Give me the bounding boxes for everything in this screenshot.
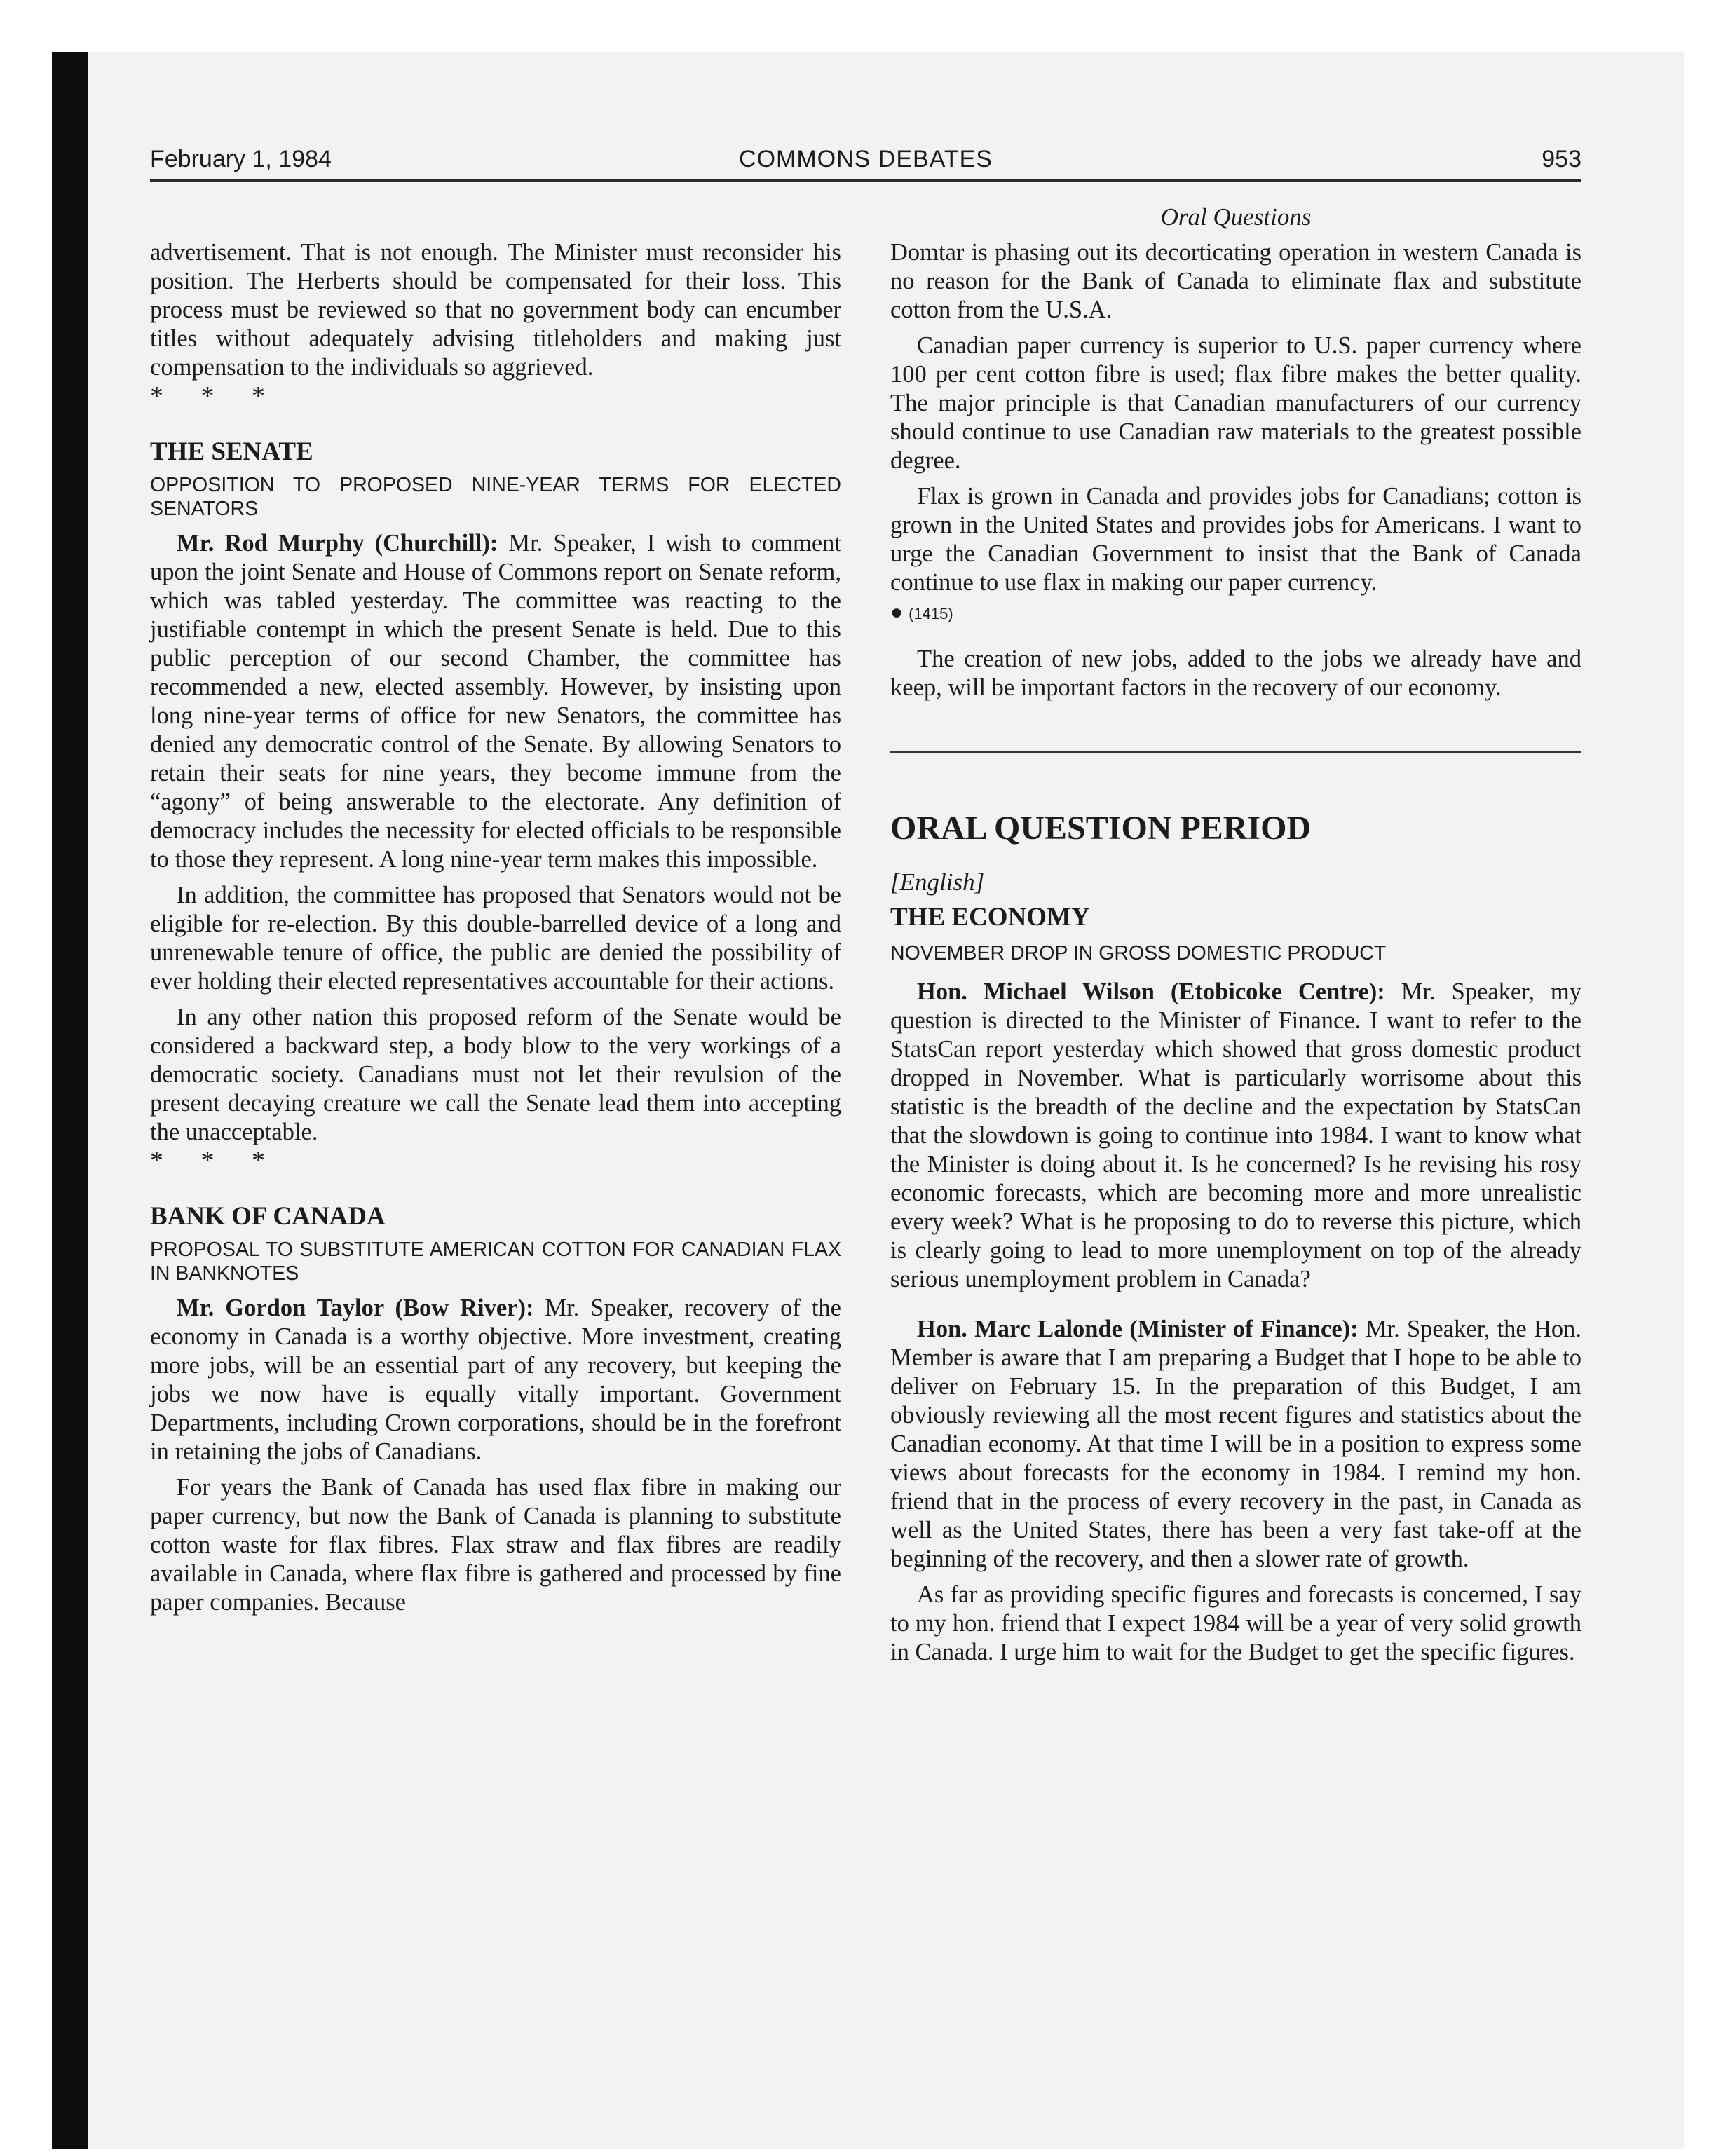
time-marker xyxy=(890,597,1581,628)
paragraph: Flax is grown in Canada and provides jobs for Canadians; cotton is grown in the United States and provides jobs for Americans. I want to urge the Canadian Government to insist that the Bank of Canada continue to use flax in making our paper currency. xyxy=(890,483,1581,596)
page-number: 953 xyxy=(1542,146,1581,172)
section-title-bank-of-canada: BANK OF CANADA xyxy=(150,1202,386,1231)
section-separator: * * * xyxy=(150,381,280,411)
speaker-name: Hon. Marc Lalonde (Minister of Finance): xyxy=(917,1316,1359,1342)
section-title-senate: THE SENATE xyxy=(150,437,313,466)
answer-lalonde xyxy=(890,1315,1581,1574)
speaker-name: Mr. Rod Murphy (Churchill): xyxy=(177,530,498,557)
right-column xyxy=(890,238,1581,1667)
section-subtitle-senate: OPPOSITION TO PROPOSED NINE-YEAR TERMS FOR ELECTED SENATORS xyxy=(150,474,841,520)
paragraph: Canadian paper currency is superior to U.S. paper currency where 100 per cent cotton fibre is used; flax fibre makes the better quality. The major principle is that Canadian manufacturers of our currency should continue to use Canadian raw materials to the greatest possible degree. xyxy=(890,332,1581,474)
statement-text: Mr. Speaker, recovery of the economy in Canada is a worthy objective. More investment, creating more jobs, will be an essential part of any recovery, but keeping the jobs we now have is equally vitally important. Government Departments, including Crown corporations, should be in the forefront in retaining the jobs of Canadians. xyxy=(150,1295,841,1465)
paragraph: In any other nation this proposed reform of the Senate would be considered a backward step, a body blow to the very workings of a democratic society. Canadians must not let their revulsion of the present decaying creature we call the Senate lead them into accepting the unacceptable. xyxy=(150,1004,841,1145)
oral-question-period-title: ORAL QUESTION PERIOD xyxy=(890,810,1312,847)
section-divider xyxy=(890,751,1581,753)
paragraph: For years the Bank of Canada has used flax fibre in making our paper currency, but now the Bank of Canada is planning to substitute cotton waste for flax fibres. Flax straw and flax fibres are readily available in Canada, where flax fibre is gathered and processed by fine paper companies. Because xyxy=(150,1474,841,1616)
section-title-economy: THE ECONOMY xyxy=(890,903,1090,932)
paragraph: advertisement. That is not enough. The Minister must reconsider his position. The Herberts should be compensated for their loss. This process must be reviewed so that no government body can encumber titles without adequately advising titleholders and making just compensation to the individuals so aggrieved. xyxy=(150,239,841,381)
question-wilson xyxy=(890,978,1581,1294)
statement-taylor xyxy=(150,1294,841,1466)
paragraph: As far as providing specific figures and forecasts is concerned, I say to my hon. friend that I expect 1984 will be a year of very solid growth in Canada. I urge him to wait for the Budget to get the specific figures. xyxy=(890,1581,1581,1665)
section-subtitle-bank-of-canada: PROPOSAL TO SUBSTITUTE AMERICAN COTTON FOR CANADIAN FLAX IN BANKNOTES xyxy=(150,1239,841,1285)
section-separator: * * * xyxy=(150,1146,280,1175)
statement-text: Mr. Speaker, my question is directed to the Minister of Finance. I want to refer to the StatsCan report yesterday which showed that gross domestic product dropped in November. What is particularly worrisome about this statistic is the breadth of the decline and the expectation by StatsCan that the slowdown is going to continue into 1984. I want to know what the Minister is doing about it. Is he concerned? Is he revising his rosy economic forecasts, which are becoming more and more unrealistic every week? What is he proposing to do to reverse this picture, which is clearly going to lead to more unemployment on top of the already serious unemployment problem in Canada? xyxy=(890,978,1581,1292)
paragraph: The creation of new jobs, added to the jobs we already have and keep, will be important factors in the recovery of our economy. xyxy=(890,646,1581,701)
scan-edge-bar xyxy=(52,52,88,2149)
statement-text: Mr. Speaker, I wish to comment upon the joint Senate and House of Commons report on Senate reform, which was tabled yesterday. The committee was reacting to the justifiable contempt in which the present Senate is held. Due to this public perception of our second Chamber, the committee has recommended a new, elected assembly. However, by insisting upon long nine-year terms of office for new Senators, the committee has denied any democratic control of the Senate. By allowing Senators to retain their seats for nine years, they become immune from the “agony” of being answerable to the electorate. Any definition of democracy includes the necessity for elected officials to be responsible to those they represent. A long nine-year term makes this impossible. xyxy=(150,530,841,873)
language-tag: [English] xyxy=(890,868,985,896)
left-column xyxy=(150,238,841,1617)
running-head: Oral Questions xyxy=(1160,203,1312,231)
speaker-name: Mr. Gordon Taylor (Bow River): xyxy=(177,1295,534,1321)
header-date: February 1, 1984 xyxy=(150,146,332,172)
statement-murphy xyxy=(150,529,841,874)
paragraph: Domtar is phasing out its decorticating operation in western Canada is no reason for the Bank of Canada to eliminate flax and substitute cotton from the U.S.A. xyxy=(890,239,1581,323)
statement-text: Mr. Speaker, the Hon. Member is aware that I am preparing a Budget that I hope to be able to deliver on February 15. In the preparation of this Budget, I am obviously reviewing all the most recent figures and statistics about the Canadian economy. At that time I will be in a position to express some views about forecasts for the economy in 1984. I remind my hon. friend that in the process of every recovery in the past, in Canada as well as the United States, there has been a very fast take-off at the beginning of the recovery, and then a slower rate of growth. xyxy=(890,1316,1581,1572)
bullet-icon: ● xyxy=(890,601,904,624)
page-header xyxy=(150,146,1581,178)
time-code: (1415) xyxy=(909,605,953,622)
header-rule xyxy=(150,179,1581,182)
speaker-name: Hon. Michael Wilson (Etobicoke Centre): xyxy=(917,978,1385,1005)
paragraph: In addition, the committee has proposed that Senators would not be eligible for re-election. By this double-barrelled device of a long and unrenewable tenure of office, the public are denied the possibility of ever holding their elected representatives accountable for their actions. xyxy=(150,882,841,995)
section-subtitle-economy: NOVEMBER DROP IN GROSS DOMESTIC PRODUCT xyxy=(890,942,1387,964)
publication-title: COMMONS DEBATES xyxy=(739,146,993,172)
